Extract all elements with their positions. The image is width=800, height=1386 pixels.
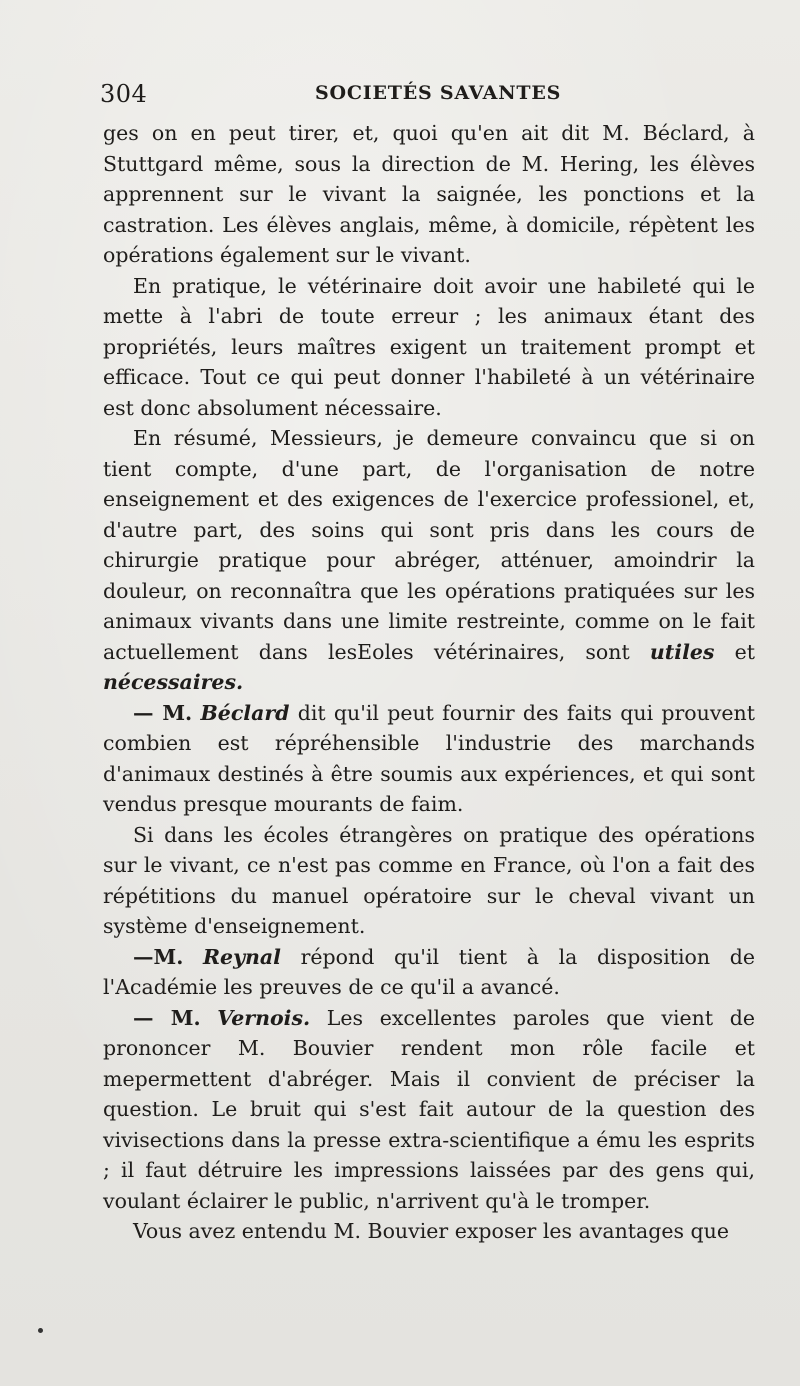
- paragraph-2: [103, 271, 755, 424]
- speaker-name-vernois: Vernois.: [217, 1005, 311, 1030]
- speaker-name-beclard: Béclard: [200, 700, 290, 725]
- paragraph-7-text: Les excellentes paroles que vient de prononcer M. Bouvier rendent mon rôle facile et mepermettent d'abréger. Mais il convient de préciser la question. Le bruit qui s'est fait autour de la question des vivisections dans la presse extra-scientifique a ému les esprits ; il faut détruire les impressions laissées par des gens qui, voulant éclairer le public, n'arrivent qu'à le tromper.: [103, 1005, 755, 1213]
- speaker-prefix: — M.: [133, 700, 193, 725]
- page-number: 304: [100, 80, 148, 108]
- speaker-name-reynal: Reynal: [203, 944, 281, 969]
- paragraph-1-text: ges on en peut tirer, et, quoi qu'en ait dit M. Béclard, à Stuttgard même, sous la direction de M. Hering, les élèves apprennent sur le vivant la saignée, les ponctions et la castration. Les élèves anglais, même, à domicile, répètent les opérations également sur le vivant.: [103, 121, 755, 267]
- paragraph-2-text: En pratique, le vétérinaire doit avoir une habileté qui le mette à l'abri de toute erreur ; les animaux étant des propriétés, leurs maîtres exigent un traitement prompt et efficace. Tout ce qui peut donner l'habileté à un vétérinaire est donc absolument nécessaire.: [103, 273, 755, 420]
- speaker-prefix: — M.: [133, 1005, 201, 1030]
- emphasis-necessaires: nécessaires.: [103, 670, 244, 694]
- paragraph-6-text: répond qu'il tient à la disposition de l'Académie les preuves de ce qu'il a avancé.: [103, 944, 755, 999]
- emphasis-utiles: utiles: [649, 639, 715, 664]
- paragraph-5-text: Si dans les écoles étrangères on pratique des opérations sur le vivant, ce n'est pas comme en France, où l'on a fait des répétitions du manuel opératoire sur le cheval vivant un système d'enseignement.: [103, 822, 755, 938]
- paragraph-8-text: Vous avez entendu M. Bouvier exposer les avantages que: [133, 1219, 730, 1243]
- paragraph-1: [103, 118, 755, 271]
- running-head: SOCIETÉS SAVANTES: [315, 82, 562, 104]
- paragraph-7: [103, 1003, 755, 1217]
- paragraph-3: [103, 423, 755, 698]
- paragraph-3-text: En résumé, Messieurs, je demeure convaincu que si on tient compte, d'une part, de l'organisation de notre enseignement et des exigences de l'exercice professionel, et, d'autre part, des soins qui sont pris dans les cours de chirurgie pratique pour abréger, atténuer, amoindrir la douleur, on reconnaîtra que les opérations pratiquées sur les animaux vivants dans une limite restreinte, comme on le fait actuellement dans lesEoles vétérinaires, sont: [103, 426, 755, 664]
- paragraph-8: [103, 1216, 755, 1247]
- speaker-prefix: —M.: [133, 944, 184, 969]
- paragraph-4: [103, 698, 755, 820]
- paragraph-6: [103, 942, 755, 1003]
- paragraph-5: [103, 820, 755, 942]
- margin-mark: [38, 1328, 43, 1333]
- paragraph-3-conjunction: et: [714, 639, 755, 664]
- page-header: [100, 80, 760, 116]
- body-text: [103, 118, 755, 1247]
- paragraph-4-text: dit qu'il peut fournir des faits qui prouvent combien est répréhensible l'industrie des marchands d'animaux destinés à être soumis aux expériences, et qui sont vendus presque mourants de faim.: [103, 700, 756, 816]
